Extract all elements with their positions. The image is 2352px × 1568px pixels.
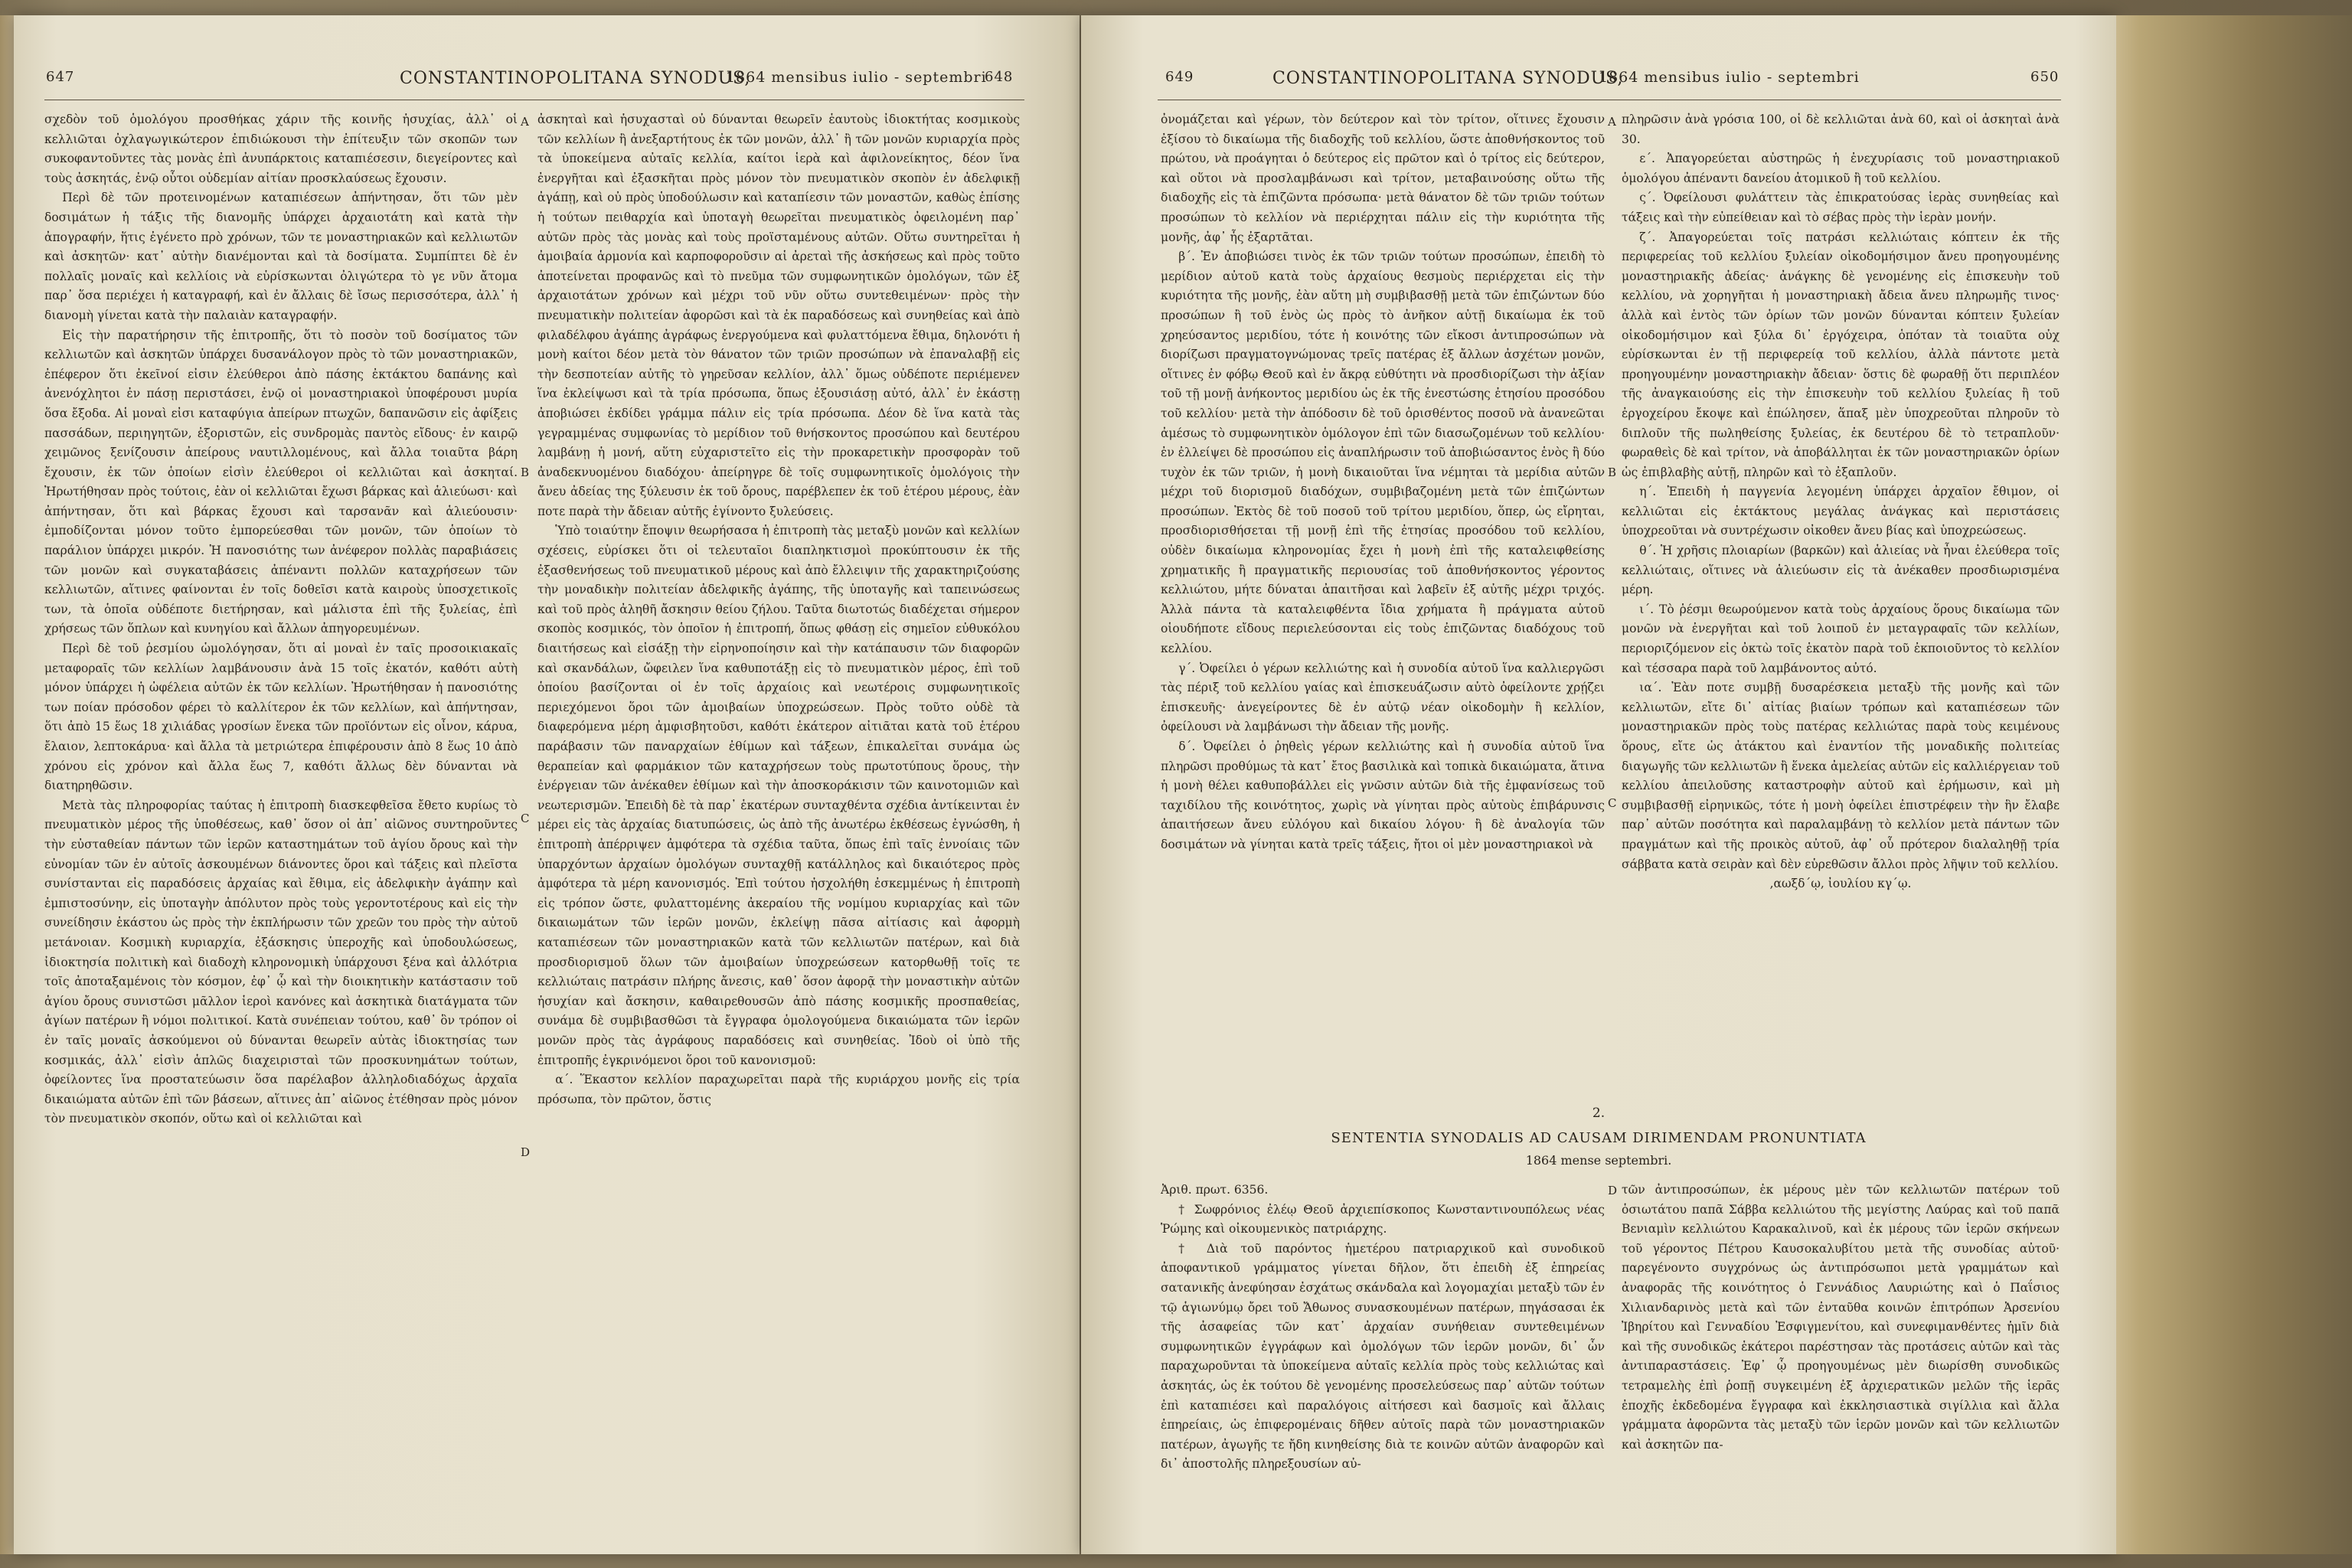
paragraph: ς΄. Ὀφείλουσι φυλάττειν τὰς ἐπικρατούσας ἱερὰς συνηθείας καὶ τάξεις καὶ τὴν εὐπείθειαν καὶ τὸ σέβας πρὸς τὴν ἱερὰν μονήν. bbox=[1622, 191, 2060, 224]
margin-marker-c: C bbox=[1608, 796, 1617, 810]
section-title: SENTENTIA SYNODALIS AD CAUSAM DIRIMENDAM PRONUNTIATA bbox=[1331, 1130, 1867, 1146]
paragraph: ι΄. Τὸ ῥέσμι θεωρούμενον κατὰ τοὺς ἀρχαίους ὅρους δικαίωμα τῶν μονῶν νὰ ἐνεργῆται καὶ τοῦ λοιποῦ ἐν μεταγραφαῖς τῶν κελλίων, περιοριζόμενον εἰς ὀκτὼ τοῖς ἑκατὸν παρὰ τοῦ ἐκποιοῦντος τὸ κελλίον καὶ τέσσαρα παρὰ τοῦ λαμβάνοντος αὐτό. bbox=[1622, 602, 2060, 675]
section-number: 2. bbox=[1592, 1106, 1606, 1121]
paragraph: θ΄. Ἡ χρῆσις πλοιαρίων (βαρκῶν) καὶ ἁλιείας νὰ ἦναι ἐλεύθερα τοῖς κελλιώταις, οἵτινες νὰ ἁλιεύωσιν εἰς τὰ ἀνέκαθεν προσδιωρισμένα μέρη. bbox=[1622, 544, 2060, 597]
paragraph: β΄. Ἐν ἀποβιώσει τινὸς ἐκ τῶν τριῶν τούτων προσώπων, ἐπειδὴ τὸ μερίδιον αὐτοῦ κατὰ τοὺς ἀρχαίους θεσμοὺς περιέρχεται εἰς τὴν κυριότητα τῆς μονῆς, ἐὰν αὕτη μὴ συμβιβασθῇ μετὰ τῶν ἐπιζώντων δύο προσώπων ἢ τοῦ ἑνὸς ὡς πρὸς τὸ ἀνῆκον αὐτῇ δικαίωμα ἐκ τοῦ χρηεύσαντος μεριδίου, τότε ἡ κοινότης τῶν εἴκοσι ἀντιπροσώπων νὰ διορίζωσι πραγματογνώμονας τρεῖς πατέρας ἐξ ἄλλων ἀσχέτων μονῶν, οἵτινες ἐν φόβῳ Θεοῦ καὶ ἐν ἄκρᾳ εὐθύτητι νὰ προσδιορίζωσι τὴν ἀξίαν τοῦ τῇ μονῇ ἀνήκοντος μεριδίου ὡς ἐκ τῆς ἐνεστώσης ἐτησίου προσόδου τοῦ κελλίου· μετὰ τὴν ἀπόδοσιν δὲ τοῦ ὁρισθέντος ποσοῦ νὰ ἀνανεῶται ἀμέσως τὸ συμφωνητικὸν ὁμόλογον ἐπὶ τῶν διασωζομένων τοῦ κελλίου· ἐν ἐλλείψει δὲ προσώπου εἰς ἀναπλήρωσιν τοῦ ἀποβιώσαντος ἑνὸς ἢ δύο τυχὸν ἐκ τῶν τριῶν, ἡ μονὴ δικαιοῦται ἵνα νέμηται τὰ μερίδια αὐτῶν μέχρι τοῦ διορισμοῦ διαδόχων, συμβιβαζομένη μετὰ τῶν ἐπιζώντων προσώπων. Ἐκτὸς δὲ τοῦ ποσοῦ τοῦ τρίτου μεριδίου, ὅπερ, ὡς εἴρηται, προσδιορισθήσεται τῇ μονῇ ἐπὶ τῆς ἐτησίας προσόδου τοῦ κελλίου, οὐδὲν δικαίωμα κληρονομίας ἔχει ἡ μονὴ ἐπὶ τῆς καταλειφθείσης χρηματικῆς ἢ πραγματικῆς περιουσίας τοῦ ἀποθνήσκοντος γέροντος κελλιώτου, μήτε δύναται ἀπαιτῆσαι καὶ λαβεῖν ἐξ αὐτῆς μέχρι τριχός. Ἀλλὰ πάντα τὰ καταλειφθέντα ἴδια χρήματα ἢ πράγματα αὐτοῦ οἱουδήποτε εἴδους περιελεύσονται εἰς τοὺς ἐπιζῶντας διαδόχους τοῦ κελλίου. bbox=[1161, 250, 1605, 656]
bottom-left-column bbox=[1161, 1181, 1605, 1540]
right-column-649 bbox=[1161, 110, 1605, 1090]
paragraph: τῶν ἀντιπροσώπων, ἐκ μέρους μὲν τῶν κελλιωτῶν πατέρων τοῦ ὁσιωτάτου παπᾶ Σάββα κελλιώτου τῆς μεγίστης Λαύρας καὶ τοῦ παπᾶ Βενιαμὶν κελλιώτου Καρακαλινοῦ, καὶ ἐκ μέρους τῶν ἱερῶν σκήνεων τοῦ γέροντος Πέτρου Καυσοκαλυβίτου μετὰ τῆς συνοδίας αὐτοῦ· παρεγένοντο συγχρόνως ὡς ἀντιπρόσωποι μετὰ γραμμάτων καὶ ἀναφορᾶς τῆς κοινότητος ὁ Γεννάδιος Λαυριώτης καὶ ὁ Παΐσιος Χιλιανδαρινὸς μετὰ καὶ τῶν ἐνταῦθα κοινῶν ἐπιτρόπων Ἀρσενίου Ἰβηρίτου καὶ Γενναδίου Ἐσφιγμενίτου, καὶ συνεφιμανθέντες ἡμῖν διὰ καὶ τῆς συνοδικῶς ἑκάτεροι παρέστησαν τὰς προτάσεις αὐτῶν καὶ τὰς ἀντιπαραστάσεις. Ἐφ᾽ ᾧ προηγουμένως μὲν διωρίσθη συνοδικῶς τετραμελὴς ἐπὶ ῥοπῇ συγκειμένη ἐξ ἀρχιερατικῶν μελῶν τῆς ἱερᾶς ἐποχῆς ἐκδεδομένα ἔγγραφα καὶ ἐκκλησιαστικὰ σιγίλλια καὶ ἄλλα γράμματα ἀφορῶντα τὰς μεταξὺ τῶν ἱερῶν μονῶν καὶ τῶν κελλιωτῶν καὶ ἀσκητῶν πα- bbox=[1622, 1183, 2060, 1452]
right-page bbox=[1081, 15, 2116, 1554]
margin-marker-b: B bbox=[1608, 466, 1617, 479]
paragraph: Εἰς τὴν παρατήρησιν τῆς ἐπιτροπῆς, ὅτι τὸ ποσὸν τοῦ δοσίματος τῶν κελλιωτῶν καὶ ἀσκητῶν ὑπάρχει δυσανάλογον πρὸς τὸ τῶν μοναστηριακῶν, ἐπέφερον ὅτι ἐκεῖνοί εἰσιν ἐλεύθεροι ἀπὸ πάσης ἐκτάκτου δαπάνης καὶ ἀνενόχλητοι ἐν πάσῃ περιστάσει, ἐνῷ οἱ μοναστηριακοὶ ὑποφέρουσι μυρία ὅσα ἔξοδα. Αἱ μοναὶ εἰσι καταφύγια ἀπείρων πτωχῶν, δαπανῶσιν εἰς ἀφίξεις πασσάδων, περιηγητῶν, ἐξοριστῶν, εἰς συνδρομὰς παντὸς εἴδους· ἐν καιρῷ χειμῶνος ξενίζουσιν ἀπείρους ναυτιλλομένους, καὶ ἄλλα τοιαῦτα βάρη ἔχουσιν, ἐκ τῶν ὁποίων εἰσὶν ἐλεύθεροι οἱ κελλιῶται καὶ ἀσκηταί. Ἠρωτήθησαν πρὸς τούτοις, ἐὰν οἱ κελλιῶται ἔχωσι βάρκας καὶ ἁλιεύωσι· καὶ ἀπήντησαν, ὅτι καὶ βάρκας ἔχουσι καὶ ταρσανᾶν καὶ ἁλιεύουσιν· ἐμποδίζονται μόνον τοῦτο ἐμπορεύεσθαι τῶν μονῶν, τῶν ὁποίων τὸ παράλιον ὑπάρχει μικρόν. Ἡ πανοσιότης των ἀνέφερον πολλὰς παραβιάσεις τῶν μονῶν καὶ συγκαταβάσεις ἀπέναντι πολλῶν καταχρήσεων τῶν κελλιωτῶν, αἵτινες φαίνονται ἐν τοῖς δοθεῖσι κατὰ καιροὺς ὑποσχετικοῖς των, τὰ ὁποῖα οὐδέποτε διετήρησαν, καὶ μάλιστα ἐπὶ τῆς ξυλείας, ἐπὶ χρήσεως τῶν ὅπλων καὶ κυνηγίου καὶ ἄλλων ἀπηγορευμένων. bbox=[44, 328, 518, 636]
paragraph: † Διὰ τοῦ παρόντος ἡμετέρου πατριαρχικοῦ καὶ συνοδικοῦ ἀποφαντικοῦ γράμματος γίνεται δῆλον, ὅτι ἐπειδὴ ἐξ ἐπηρείας σατανικῆς ἀνεφύησαν ἐσχάτως σκάνδαλα καὶ λογομαχίαι μεταξὺ τῶν ἐν τῷ ἁγιωνύμῳ ὄρει τοῦ Ἄθωνος συνασκουμένων πατέρων, πηγάσασαι ἐκ τῆς ἀσαφείας τῶν κατ᾽ ἀρχαίαν συνήθειαν συντεθειμένων συμφωνητικῶν ἐγγράφων καὶ ὁμολόγων τῶν ἱερῶν μονῶν, δι᾽ ὧν παραχωροῦνται τὰ ὑποκείμενα αὐταῖς κελλία πρὸς τοὺς κελλιώτας καὶ ἀσκητάς, ὡς ἐκ τούτου δὲ γενομένης προσελεύσεως παρ᾽ αὐτῶν τούτων ἐπὶ καταπιέσει καὶ παραλόγοις αἰτήσεσι καὶ δασμοῖς καὶ ἄλλαις ἐπηρείαις, ὡς ἐπιφερομέναις δῆθεν αὐτοῖς παρὰ τῶν μοναστηριακῶν πατέρων, ἀγωγῆς τε ἤδη κινηθείσης διὰ τε κοινῶν αὐτῶν ἀναφορῶν καὶ δι᾽ ἀποστολῆς πληρεξουσίων αὐ- bbox=[1161, 1241, 1605, 1472]
paragraph: Μετὰ τὰς πληροφορίας ταύτας ἡ ἐπιτροπὴ διασκεφθεῖσα ἔθετο κυρίως τὸ πνευματικὸν μέρος τῆς ὑποθέσεως, καθ᾽ ὅσον οἱ ἀπ᾽ αἰῶνος συντηροῦντες τὴν εὐσταθείαν πάντων τῶν ἱερῶν καταστημάτων τοῦ ἁγίου ὄρους καὶ τὴν εὐνομίαν τῶν ἐν αὐτοῖς ἀσκουμένων διάνοντες ὅροι καὶ τάξεις καὶ πλεῖστα συνίστανται εἰς παραδόσεις ἀρχαίας καὶ ἔθιμα, εἰς ἀδελφικὴν ἀγάπην καὶ ἐμπιστοσύνην, εἰς ὑποταγὴν ἀπόλυτον πρὸς τοὺς γεροντοτέρους καὶ εἰς τὴν συνείδησιν ἑκάστου ὡς πρὸς τὴν ἐκπλήρωσιν τῶν χρεῶν του πρὸς τὴν αὐτοῦ μετάνοιαν. Κοσμικὴ κυριαρχία, ἐξάσκησις ὑπεροχῆς καὶ ὑποδουλώσεως, ἰδιοκτησία πολιτικὴ καὶ διαδοχὴ κληρονομικὴ ὑπάρχουσι ξένα καὶ ἀλλότρια τοῖς ἀποταξαμένοις τὸν κόσμον, ἐφ᾽ ᾧ καὶ τὴν διοικητικὴν κατάστασιν τοῦ ἁγίου ὄρους συνιστῶσι μᾶλλον ἱεροὶ κανόνες καὶ ἀσκητικὰ διατάγματα τῶν ἁγίων πατέρων ἢ νόμοι πολιτικοί. Κατὰ συνέπειαν τούτου, καθ᾽ ὃν τρόπον οἱ ἐν ταῖς μοναῖς ἀσκούμενοι οὐ δύνανται θεωρεῖν αὐτὰς ἰδιοκτησίας των κοσμικάς, ἀλλ᾽ εἰσὶν ἁπλῶς διαχειρισταὶ τῶν προσκυνημάτων τούτων, ὀφείλοντες ἵνα προστατεύωσιν ὅσα παρέλαβον ἀλληλοδιαδόχως ἀρχαῖα δικαιώματα αὐτῶν ἐπὶ τῶν βάσεων, αἵτινες ἀπ᾽ αἰῶνος ἐτέθησαν πρὸς μόνον τὸν πνευματικὸν σκοπόν, οὕτω καὶ οἱ κελλιῶται καὶ bbox=[44, 798, 518, 1126]
protocol-number: Ἀριθ. πρωτ. 6356. bbox=[1161, 1183, 1269, 1197]
paragraph: α΄. Ἕκαστον κελλίον παραχωρεῖται παρὰ τῆς κυριάρχου μονῆς εἰς τρία πρόσωπα, τὸν πρῶτον, ὅστις bbox=[537, 1073, 1020, 1106]
paragraph: ὀνομάζεται καὶ γέρων, τὸν δεύτερον καὶ τὸν τρίτον, οἵτινες ἔχουσιν ἐξίσου τὸ δικαίωμα τῆς διαδοχῆς τοῦ κελλίου, ὥστε ἀποθνήσκοντος τοῦ πρώτου, νὰ προάγηται ὁ δεύτερος εἰς πρῶτον καὶ ὁ τρίτος εἰς δεύτερον, καὶ οὕτοι νὰ προσλαμβάνωσι καὶ τρίτον, μεταβαινούσης οὕτω τῆς διαδοχῆς εἰς τὰ ἐπιζῶντα πρόσωπα· μετὰ θάνατον δὲ τῶν τριῶν τούτων προσώπων τὸ κελλίον νὰ περιέρχηται πάλιν εἰς τὴν κυριότητα τῆς μονῆς, ἀφ᾽ ἧς ἐξαρτᾶται. bbox=[1161, 113, 1605, 244]
margin-marker-b: B bbox=[521, 466, 530, 479]
paragraph: ε΄. Ἀπαγορεύεται αὐστηρῶς ἡ ἐνεχυρίασις τοῦ μοναστηριακοῦ ὁμολόγου ἀπέναντι δανείου ἀτομικοῦ ἢ τοῦ κελλίου. bbox=[1622, 152, 2060, 185]
paragraph: Περὶ δὲ τοῦ ῥεσμίου ὡμολόγησαν, ὅτι αἱ μοναὶ ἐν ταῖς προσοικιακαῖς μεταφοραῖς τῶν κελλίων λαμβάνουσιν ἀνὰ 15 τοῖς ἑκατόν, καθότι αὐτὴ μόνον ὑπάρχει ἡ ὠφέλεια αὐτῶν ἐκ τῶν κελλίων. Ἠρωτήθησαν ἡ πανοσιότης των ποίαν πρόσοδον φέρει τὸ καλλίτερον ἐκ τῶν κελλίων, καὶ ἀπήντησαν, ὅτι ἀπὸ 15 ἕως 18 χιλιάδας γροσίων ἕνεκα τῶν προϊόντων εἰς οἶνον, κάρυα, ἔλαιον, λεπτοκάρυα· καὶ ἄλλα τὰ μετριώτερα ἐπιφέρουσιν ἀπὸ 8 ἕως 10 ἀπὸ χρόνου εἰς χρόνον καὶ ἄλλα ἕως 7, καθότι ἄλλως δὲν δύνανται νὰ διατηρηθῶσιν. bbox=[44, 642, 518, 793]
running-date: 1864 mensibus iulio - septembri bbox=[1599, 69, 1860, 86]
right-page-edges bbox=[2116, 15, 2352, 1554]
paragraph: ια΄. Ἐὰν ποτε συμβῇ δυσαρέσκεια μεταξὺ τῆς μονῆς καὶ τῶν κελλιωτῶν, εἴτε δι᾽ αἰτίας βιαίων τρόπων καὶ καταπιέσεων τῶν μοναστηριακῶν πρὸς τοὺς πατέρας κελλιώτας παρὰ τοὺς κειμένους ὅρους, εἴτε ὡς ἀτάκτου καὶ ἐναντίον τῆς μοναδικῆς πολιτείας διαγωγῆς τῶν κελλιωτῶν ἢ ἕνεκα ἀμελείας αὐτῶν εἰς καλλιέργειαν τοῦ κελλίου ἀπειλοῦσης καταστροφὴν αὐτοῦ καὶ ἐρήμωσιν, καὶ μὴ συμβιβασθῇ εἰρηνικῶς, τότε ἡ μονὴ ὀφείλει ἐπιστρέφειν τὴν ἣν ἔλαβε παρ᾽ αὐτῶν ποσότητα καὶ παραλαμβάνῃ τὸ κελλίον μετὰ πάντων τῶν πραγμάτων καὶ τῆς προικὸς αὐτοῦ, ἀφ᾽ οὗ πρότερον διαλαληθῇ τρία σάββατα κατὰ σειρὰν καὶ δὲν εὑρεθῶσιν ἄλλοι πρὸς λῆψιν τοῦ κελλίου. bbox=[1622, 681, 2060, 871]
left-column-647 bbox=[44, 110, 518, 1534]
paragraph: πληρῶσιν ἀνὰ γρόσια 100, οἱ δὲ κελλιῶται ἀνὰ 60, καὶ οἱ ἀσκηταὶ ἀνὰ 30. bbox=[1622, 113, 2060, 146]
right-column-650 bbox=[1622, 110, 2060, 1090]
running-date: 1864 mensibus iulio - septembri bbox=[726, 69, 987, 86]
margin-marker-a: A bbox=[521, 115, 529, 129]
margin-marker-a: A bbox=[1608, 115, 1616, 129]
margin-marker-c: C bbox=[521, 812, 530, 825]
page-number-648: 648 bbox=[985, 69, 1014, 85]
left-page bbox=[14, 15, 1080, 1554]
left-column-648 bbox=[537, 110, 1020, 1534]
section-subtitle: 1864 mense septembri. bbox=[1525, 1153, 1672, 1168]
paragraph: ζ΄. Ἀπαγορεύεται τοῖς πατράσι κελλιώταις κόπτειν ἐκ τῆς περιφερείας τοῦ κελλίου ξυλείαν οἰκοδομήσιμον ἄνευ προηγουμένης μοναστηριακῆς ἀδείας· ἀνάγκης δὲ γενομένης εἰς ἐπισκευὴν τοῦ κελλίου, νὰ χορηγῆται ἡ μοναστηριακὴ ἄδεια ἄνευ πληρωμῆς τινος· ἀλλὰ καὶ ἐντὸς τῶν ὁρίων τῶν μονῶν δύνανται κόπτειν ξυλείαν οἰκοδομήσιμον καὶ ξύλα δι᾽ ἐργόχειρα, ὁπόταν τὰ τοιαῦτα οὐχ εὑρίσκωνται ἐν τῇ περιφερείᾳ τοῦ κελλίου, ἀλλὰ πάντοτε μετὰ προηγουμένην μοναστηριακὴν ἄδειαν· ὅστις δὲ φωραθῇ ὅτι περιπλέον τῆς ἀναγκαιούσης εἰς τὴν ἐπισκευὴν τοῦ κελλίου ξυλείας ἢ τοῦ ἐργοχείρου ἔκοψε καὶ ἐπώλησεν, ἅπαξ μὲν ὑποχρεοῦται πληροῦν τὸ διπλοῦν τῆς πωληθείσης ξυλείας, ἐκ δευτέρου δὲ τὸ τετραπλοῦν· φωραθεὶς δὲ καὶ τρίτον, νὰ ἀποβάλληται ἐκ τῶν μοναστηριακῶν ὁρίων ὡς ἐπιβλαβὴς αὐτῇ, πληρῶν καὶ τὸ ἐξαπλοῦν. bbox=[1622, 230, 2060, 479]
paragraph: σχεδὸν τοῦ ὁμολόγου προσθήκας χάριν τῆς κοινῆς ἡσυχίας, ἀλλ᾽ οἱ κελλιῶται ὀχλαγωγικώτερον ἐπιδιώκουσι τὴν ἐπίτευξιν τῶν σκοπῶν των συκοφαντοῦντες τὰς μονὰς ἐπὶ ἀνυπάρκτοις καταπιέσεσιν, διεγείροντες καὶ τοὺς ἀσκητάς, ἐνῷ οὗτοι οὐδεμίαν αἰτίαν προσκλαύσεως ἔχουσιν. bbox=[44, 113, 518, 185]
bottom-right-column bbox=[1622, 1181, 2060, 1540]
running-title: CONSTANTINOPOLITANA SYNODUS, bbox=[1272, 69, 1624, 88]
page-number-647: 647 bbox=[46, 69, 75, 85]
page-number-650: 650 bbox=[2030, 69, 2060, 85]
margin-marker-d: D bbox=[521, 1145, 531, 1159]
paragraph: † Σωφρόνιος ἐλέῳ Θεοῦ ἀρχιεπίσκοπος Κωνσταντινουπόλεως νέας Ῥώμης καὶ οἰκουμενικὸς πατριάρχης. bbox=[1161, 1202, 1605, 1236]
paragraph: η΄. Ἐπειδὴ ἡ παγγενία λεγομένη ὑπάρχει ἀρχαῖον ἔθιμον, οἱ κελλιῶται εἰς ἐκτάκτους μεγάλας ἀνάγκας καὶ περιστάσεις ὑποχρεοῦται νὰ συντρέχωσιν οἰκοθεν ἄνευ βίας καὶ ὑποχρεώσεως. bbox=[1622, 485, 2060, 538]
date-line: ,αωξδ΄ῳ, ἰουλίου κγ΄ῳ. bbox=[1769, 877, 1912, 891]
margin-marker-d: D bbox=[1608, 1184, 1618, 1197]
running-title: CONSTANTINOPOLITANA SYNODUS, bbox=[400, 69, 751, 88]
paragraph: Περὶ δὲ τῶν προτεινομένων καταπιέσεων ἀπήντησαν, ὅτι τῶν μὲν δοσιμάτων ἡ τάξις τῆς διανομῆς ὑπάρχει ἀρχαιοτάτη καὶ κατὰ τὴν ἀπογραφήν, ἥτις ἐγένετο πρὸ χρόνων, τῶν τε μοναστηριακῶν καὶ κελλιωτῶν καὶ ἀσκητῶν· κατ᾽ αὐτὴν διανέμονται καὶ τὰ δοσίματα. Συμπίπτει δὲ ἐν πολλαῖς μοναῖς καὶ κελλίοις νὰ εὑρίσκωνται ὀλιγώτερα τὸ γε νῦν ἄτομα παρ᾽ ὅσα περιέχει ἡ καταγραφή, καὶ ἐν ἄλλαις δὲ ἴσως περισσότερα, ἀλλ᾽ ἡ διανομὴ γίνεται κατὰ τὴν παλαιὰν καταγραφήν. bbox=[44, 191, 518, 322]
page-number-649: 649 bbox=[1165, 69, 1194, 85]
paragraph: Ὑπὸ τοιαύτην ἔποψιν θεωρήσασα ἡ ἐπιτροπὴ τὰς μεταξὺ μονῶν καὶ κελλίων σχέσεις, εὑρίσκει ὅτι οἱ τελευταῖοι διαπληκτισμοὶ προκύπτουσιν ἐκ τῆς ἐξασθενήσεως τοῦ πνευματικοῦ μέρους καὶ ἀπὸ ἔλλειψιν τῆς χαρακτηριζούσης τὴν μοναδικὴν πολιτείαν ἀδελφικῆς ἀγάπης, τῆς ὑποταγῆς καὶ ταπεινώσεως καὶ τοῦ πρὸς ἀληθῆ ἄσκησιν θείου ζήλου. Ταῦτα διωτοτώς διαδέχεται σήμερον σκοπὸς κοσμικός, τὸν ὁποῖον ἡ ἐπιτροπή, ὅπως φθάσῃ εἰς σημεῖον εὐθυκόλου διαιτήσεως καὶ εἰσάξῃ τὴν εἰρηνοποίησιν καὶ τὴν κατάπαυσιν τῶν διαφορῶν καὶ σκανδάλων, ὤφειλεν ἵνα καθυποτάξῃ εἰς τὸ πνευματικὸν μέρος, ἐπὶ τοῦ ὁποίου βασίζονται οἱ ἐν τοῖς ἀρχαίοις καὶ νεωτέροις συμφωνητικοῖς περιεχόμενοι ὅροι τῶν ἀμοιβαίων ὑποχρεώσεων. Πρὸς τοῦτο οὐδὲ τὰ διαφερόμενα μέρη ἀμφισβητοῦσι, καθότι ἑκάτερον αἰτιᾶται κατὰ τοῦ ἑτέρου παράβασιν τῶν παναρχαίων ἐθίμων καὶ τάξεων, ἐπικαλεῖται συνάμα ὡς θεραπείαν καὶ φαρμάκιον τῶν καταχρήσεων τοὺς πρωτοτύπους ὅρους, τὴν ἐνέργειαν τῶν ἀνέκαθεν ἐθίμων καὶ τὴν ἀποσκοράκισιν τῶν καινοτομιῶν καὶ νεωτερισμῶν. Ἐπειδὴ δὲ τὰ παρ᾽ ἑκατέρων συνταχθέντα σχέδια ἀντίκεινται ἐν μέρει εἰς τὰς ἀρχαίας διατυπώσεις, ὡς ἀπὸ τῆς ἀνωτέρω ἐκθέσεως ἐγνώσθη, ἡ ἐπιτροπὴ ἀπέρριψεν ἀμφότερα τὰ σχέδια ταῦτα, ὅπως ἐπὶ ταῖς ἐννοίαις τῶν ὑπαρχόντων ἀρχαίων ὁμολόγων συνταχθῇ κατάλληλος καὶ δικαιότερος πρὸς ἀμφότερα τὰ μέρη κανονισμός. Ἐπὶ τούτου ἠσχολήθη ἐσκεμμένως ἡ ἐπιτροπὴ εἰς τρόπον ὥστε, φυλαττομένης ἀκεραίου τῆς νομίμου κυριαρχίας καὶ τῶν δικαιωμάτων τῶν ἱερῶν μονῶν, ἐκλείψῃ πᾶσα αἰτίασις καὶ ἀφορμὴ καταπιέσεων τῶν μοναστηριακῶν κατὰ τῶν κελλιωτῶν πατέρων, καὶ διὰ προσδιορισμοῦ ὅλων τῶν ἀμοιβαίων ὑποχρεώσεων κατορθωθῇ τοῖς τε κελλιώταις πατράσιν πλήρης ἄνεσις, καθ᾽ ὅσον ἀφορᾷ τὴν μοναστικὴν αὐτῶν ἡσυχίαν καὶ ἄσκησιν, καθαιρεθουσῶν ἀπὸ πάσης κοσμικῆς προσπαθείας, συνάμα δὲ συμβιβασθῶσι τὰ ἔγγραφα ὁμολογούμενα δικαιώματα τῶν ἱερῶν μονῶν πρὸς τὰς ἀγράφους παραδόσεις καὶ συνηθείας. Ἰδοὺ οἱ ὑπὸ τῆς ἐπιτροπῆς ἐγκρινόμενοι ὅροι τοῦ κανονισμοῦ: bbox=[537, 524, 1020, 1067]
paragraph: δ΄. Ὀφείλει ὁ ῥηθεὶς γέρων κελλιώτης καὶ ἡ συνοδία αὐτοῦ ἵνα πληρῶσι προθύμως τὰ κατ᾽ ἔτος βασιλικὰ καὶ τοπικὰ δικαιώματα, ἅτινα ἡ μονὴ θέλει καθυποβάλλει εἰς γνῶσιν αὐτῶν διὰ τῆς ἐμφανίσεως τοῦ ταχιδίλου τῆς κοινότητος, χωρὶς νὰ γίνηται πρὸς αὐτοὺς ἐπιβάρυνσις ἀπαιτήσεων ἄνευ εὐλόγου καὶ δικαίου λόγου· ἢ δὲ ἀναλογία τῶν δοσιμάτων νὰ γίνηται κατὰ τρεῖς τάξεις, ἤτοι οἱ μὲν μοναστηριακοὶ νὰ bbox=[1161, 740, 1605, 851]
paragraph: ἀσκηταὶ καὶ ἡσυχασταὶ οὐ δύνανται θεωρεῖν ἑαυτοὺς ἰδιοκτήτας κοσμικοὺς τῶν κελλίων ἢ ἀνεξαρτήτους ἐκ τῶν μονῶν, ἀλλ᾽ ἢ τῶν μονῶν κυριαρχία πρὸς τὰ ὑποκείμενα αὐταῖς κελλία, καίτοι ἱερὰ καὶ ἀφιλονείκητος, δέον ἵνα ἐνεργῆται καὶ ἐξασκῆται πρὸς μόνον τὸν πνευματικὸν σκοπὸν ἐν ἀδελφικῇ ἀγάπῃ, καὶ οὐ πρὸς ὑποδούλωσιν καὶ καταπίεσιν τῶν μοναστῶν, καθὼς ἐπίσης ἡ τούτων πειθαρχία καὶ ὑποταγὴ θεωρεῖται πνευματικὸς ὀφειλομένη παρ᾽ αὐτῶν πρὸς τὰς μονὰς καὶ τοὺς προϊσταμένους αὐτῶν. Οὕτω συντηρεῖται ἡ ἀμοιβαία ἁρμονία καὶ καρποφοροῦσιν αἱ ἀρεταὶ τῆς ἀσκήσεως καὶ πρὸς τοῦτο ἀποτείνεται προφανῶς καὶ τὸ πνεῦμα τῶν συμφωνητικῶν ὁμολόγων, τῶν ἐξ ἀρχαιοτάτων χρόνων καὶ μέχρι τοῦ νῦν οὕτω συντεθειμένων· πρὸς τὴν πνευματικὴν πολιτείαν ἀφορῶσι καὶ τὰ ἐκ παραδόσεως καὶ συνηθείας καὶ ἀπὸ φιλαδέλφου ἀγάπης ἀγράφως ἐνεργούμενα καὶ φυλαττόμενα ἔθιμα, δηλονότι ἡ μονὴ καίτοι δέον μετὰ τὸν θάνατον τῶν τριῶν προσώπων νὰ ἐπαναλαβῇ εἰς τὴν δεσποτείαν αὐτῆς τὸ γηρεῦσαν κελλίον, ἀλλ᾽ ὅμως οὐδέποτε περιέμενεν ἵνα ἐκλείψωσι καὶ τὰ τρία πρόσωπα, ὅπως ἐξουσιάσῃ αὐτό, ἀλλ᾽ ἐν ἑκάστῃ ἀποβιώσει ἐκδίδει γράμμα πάλιν εἰς τρία πρόσωπα. Δέον δὲ ἵνα κατὰ τὰς γεγραμμένας συμφωνίας τὸ μερίδιον τοῦ θνήσκοντος προσώπου καὶ δευτέρου λαμβάνῃ ἡ μονή, αὕτη εὐχαριστεῖτο εἰς τὴν προκαρετικὴν προσφορὰν τοῦ ἀναδεκνυομένου διαδόχου· ἀπείρηγρε δὲ τοῖς συμφωνητικοῖς ὁμολόγοις τὴν ἄνευ ἀδείας της ξύλευσιν ἐκ τοῦ ὄρους, παρέβλεπεν ἐκ τοῦ ἑτέρου μέρους, ἐὰν ποτε παρὰ τὴν ἄδειαν αὐτῆς ἐγίνοντο ξυλεύσεις. bbox=[537, 113, 1020, 518]
paragraph: γ΄. Ὀφείλει ὁ γέρων κελλιώτης καὶ ἡ συνοδία αὐτοῦ ἵνα καλλιεργῶσι τὰς πέριξ τοῦ κελλίου γαίας καὶ ἐπισκευάζωσιν αὐτὸ ὀφείλοντε χρῄζει ἐπισκευῆς· ἀνεγείροντες δὲ ἐν αὐτῷ νέαν οἰκοδομὴν ἢ κελλίον, ὀφείλουσι νὰ λαμβάνωσι τὴν ἄδειαν τῆς μονῆς. bbox=[1161, 661, 1605, 734]
